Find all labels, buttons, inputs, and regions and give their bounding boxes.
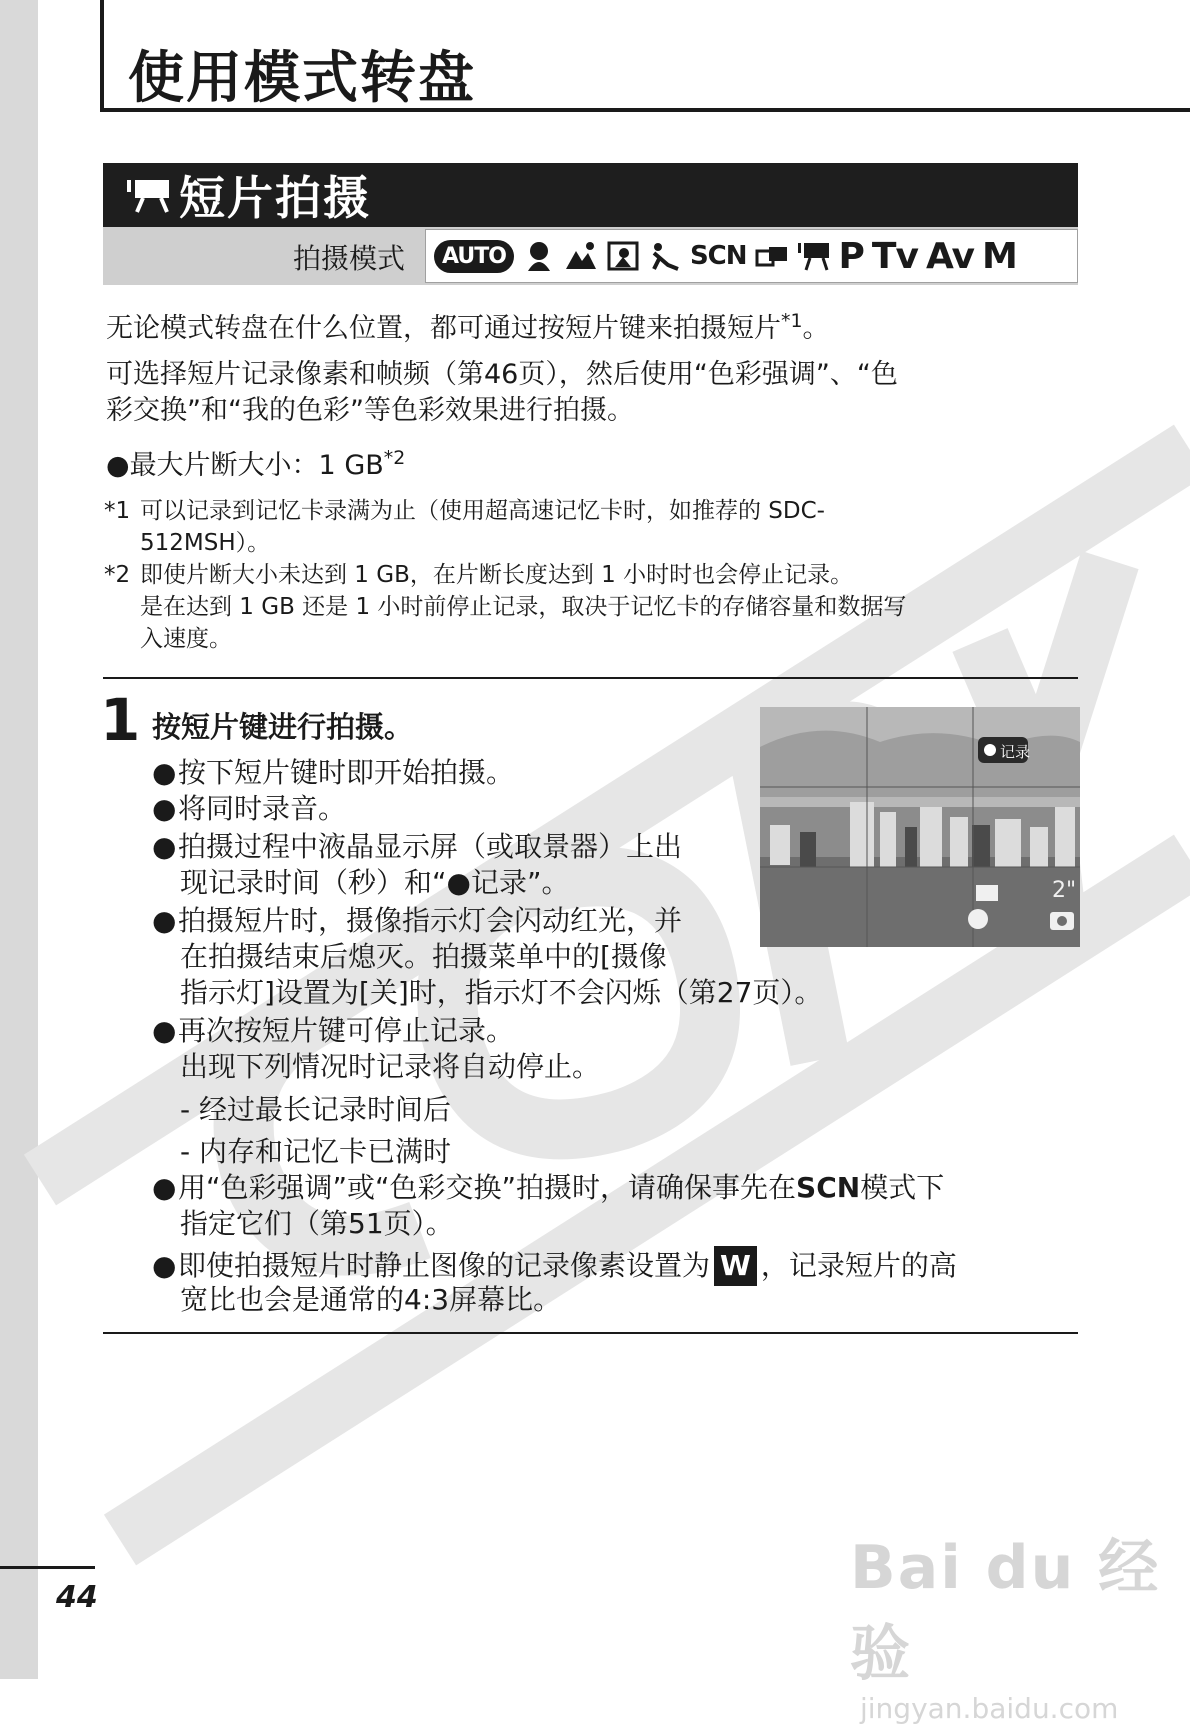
night-snapshot-icon [606,239,640,273]
footnote-2: *2 即使片断大小未达到 1 GB，在片断长度达到 1 小时时也会停止记录。 [104,562,854,588]
baidu-watermark [850,1520,1190,1725]
intro-line-2a: 可选择短片记录像素和帧频（第46页），然后使用“色彩强调”、“色 [106,359,898,390]
shooting-mode-label: 拍摄模式 [293,242,406,275]
p-mode-icon: P [838,235,864,277]
rec-label: 记录 [1000,743,1031,761]
auto-mode-icon: AUTO [434,240,514,273]
shooting-mode-row [103,227,1078,285]
step-bullet-3: ●拍摄过程中液晶显示屏（或取景器）上出 [152,830,683,863]
step-title: 按短片键进行拍摄。 [152,710,414,744]
page-number-rule [0,1566,95,1569]
m-mode-icon: M [981,235,1017,277]
scn-inline-icon: SCN [796,1171,861,1204]
step-bullet-4-cont-2: 指示灯]设置为[关]时，指示灯不会闪烁（第27页）。 [180,976,823,1009]
step-bullet-5: ●再次按短片键可停止记录。 [152,1014,515,1047]
footnote-1: *1 可以记录到记忆卡录满为止（使用超高速记忆卡时，如推荐的 SDC- [104,498,825,524]
footnote-2-cont-1: 是在达到 1 GB 还是 1 小时前停止记录，取决于记忆卡的存储容量和数据写 [140,594,907,620]
landscape-icon [564,239,598,273]
step-bullet-7: ●即使拍摄短片时静止图像的记录像素设置为 W ，记录短片的高 [152,1246,957,1286]
section-title: 短片拍摄 [179,171,371,225]
scn-mode-icon: SCN [689,241,747,271]
step-bullet-2: ●将同时录音。 [152,792,347,825]
chapter-bar [100,0,104,112]
intro-line-2b: 彩交换”和“我的色彩”等色彩效果进行拍摄。 [106,395,634,426]
av-mode-icon: Av [925,235,974,277]
page-number: 44 [56,1580,98,1615]
baidu-logo: Bai du 经验 [850,1533,1161,1689]
step-bottom-rule [103,1332,1078,1334]
footnote-1-cont: 512MSH）。 [140,530,271,556]
step-bullet-7-cont: 宽比也会是通常的4:3屏幕比。 [180,1283,562,1316]
chapter-title: 使用模式转盘 [128,46,476,111]
stop-condition-2: - 内存和记忆卡已满时 [180,1135,452,1168]
step-number: 1 [100,686,141,754]
step-bullet-4-cont-1: 在拍摄结束后熄灭。拍摄菜单中的[摄像 [180,940,667,973]
kids-pets-icon [648,239,682,273]
step-bullet-4: ●拍摄短片时，摄像指示灯会闪动红光，并 [152,904,683,937]
tv-mode-icon: Tv [871,235,918,277]
footnote-2-cont-2: 入速度。 [140,626,232,652]
step-top-rule [103,677,1078,679]
bullet-icon: ● [106,450,130,481]
intro-line-1: 无论模式转盘在什么位置，都可通过按短片键来拍摄短片$^{*1}$。 [106,310,830,344]
footnote-ref-1: *1 [781,310,803,332]
movie-icon [125,176,171,214]
step-bullet-3-cont: 现记录时间（秒）和“●记录”。 [180,866,570,899]
footnote-ref-2: *2 [383,447,406,469]
step-bullet-6-cont: 指定它们（第51页）。 [180,1207,454,1240]
widescreen-icon: W [714,1246,757,1286]
stitch-assist-icon [755,239,789,273]
elapsed-time: 2" [1052,878,1077,903]
max-size-line: ●最大片断大小：1 GB$^{*2}$ [106,447,406,481]
stop-condition-1: - 经过最长记录时间后 [180,1093,452,1126]
step-bullet-1: ●按下短片键时即开始拍摄。 [152,756,515,789]
section-header [103,163,1078,227]
portrait-icon [522,239,556,273]
baidu-url: jingyan.baidu.com [860,1692,1119,1725]
step-bullet-6: ●用“色彩强调”或“色彩交换”拍摄时，请确保事先在SCN模式下 [152,1171,945,1204]
mode-icons [425,229,1078,283]
step-bullet-5-cont: 出现下列情况时记录将自动停止。 [180,1050,601,1083]
page-edge-strip [0,0,38,1679]
movie-mode-icon [797,239,831,273]
lcd-screenshot-photo [760,707,1080,947]
